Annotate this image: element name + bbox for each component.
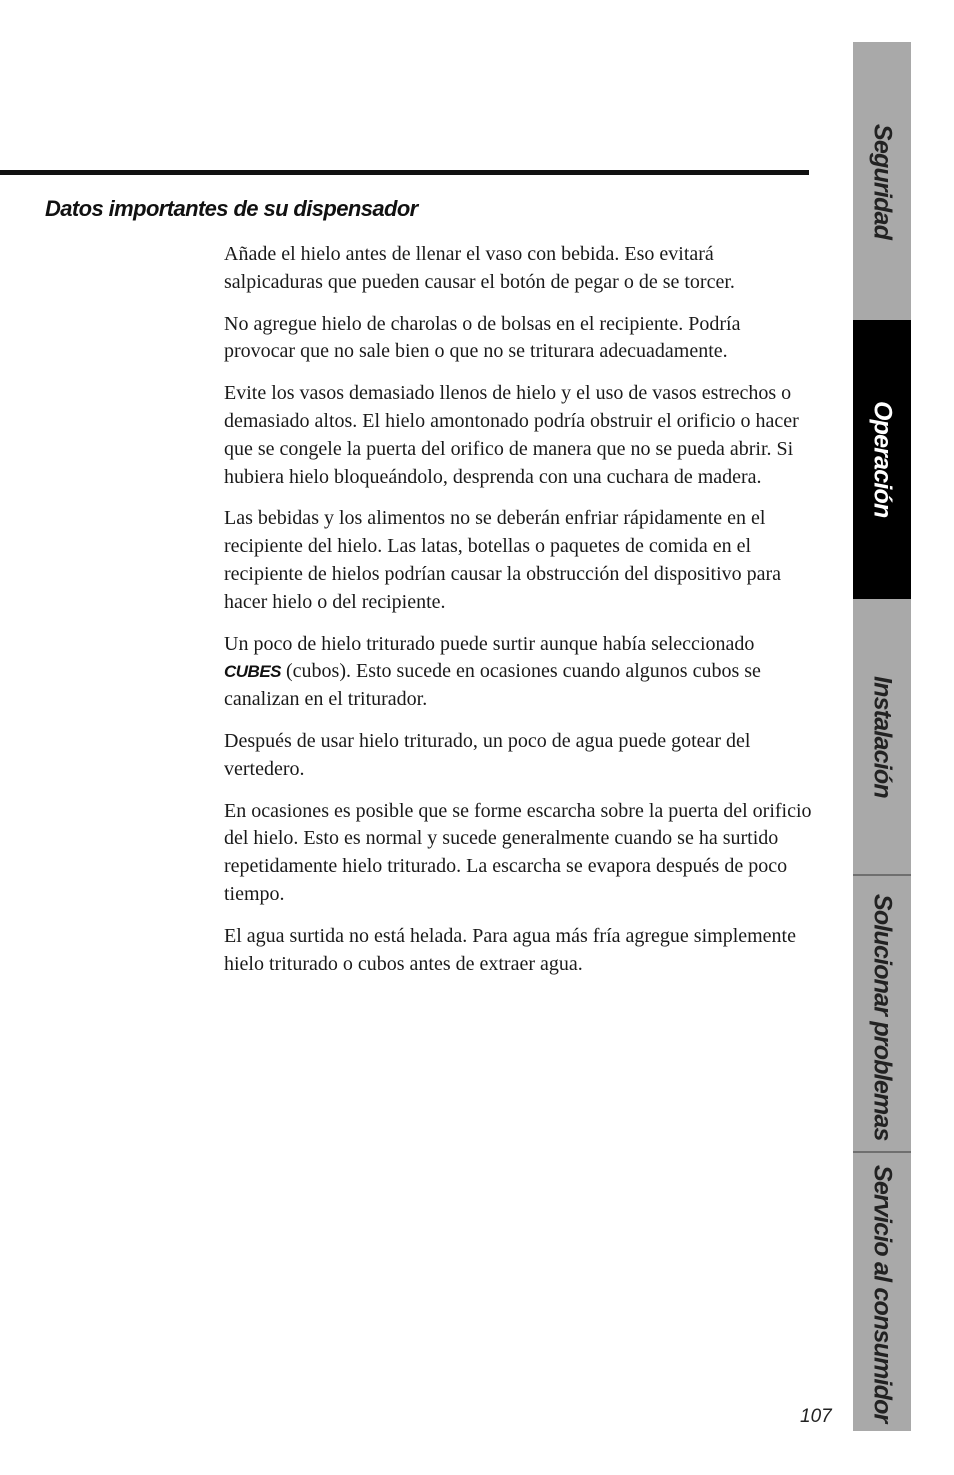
tab-servicio-al-consumidor[interactable] — [853, 1153, 911, 1431]
tab-instalacion[interactable] — [853, 599, 911, 876]
top-rule — [0, 170, 809, 175]
paragraph-1: Añade el hielo antes de llenar el vaso con bebida. Eso evitará salpicaduras que pueden causar el botón de pegar o de se torcer. — [224, 243, 735, 293]
paragraph-5 — [224, 631, 812, 714]
paragraph-2: No agregue hielo de charolas o de bolsas en el recipiente. Podría provocar que no sale bien o que no se triturara adecuadamente. — [224, 312, 741, 363]
tab-seguridad-label: Seguridad — [868, 124, 897, 240]
page-number: 107 — [800, 1406, 832, 1427]
tab-servicio-label: Servicio al consumidor — [868, 1165, 897, 1423]
body-text — [224, 241, 812, 992]
paragraph-5-after: (cubos). Esto sucede en ocasiones cuando algunos cubos se canalizan en el triturador. — [224, 660, 761, 711]
tab-operacion[interactable] — [853, 320, 911, 599]
paragraph-6: Después de usar hielo triturado, un poco de agua puede gotear del vertedero. — [224, 729, 751, 780]
tab-instalacion-label: Instalación — [868, 676, 897, 798]
section-tabs — [853, 42, 911, 1431]
tab-solucionar-problemas[interactable] — [853, 876, 911, 1153]
paragraph-8: El agua surtida no está helada. Para agua más fría agregue simplemente hielo triturado o cubos antes de extraer agua. — [224, 924, 796, 975]
paragraph-5-before: Un poco de hielo triturado puede surtir aunque había seleccionado — [224, 632, 755, 655]
paragraph-4: Las bebidas y los alimentos no se deberán enfriar rápidamente en el recipiente del hielo. Las latas, botellas o paquetes de comida en el recipiente de hielos podrían causar la obstrucción del dispositivo para hacer hielo o del recipiente. — [224, 507, 782, 613]
section-heading: Datos importantes de su dispensador — [45, 196, 418, 221]
tab-operacion-label: Operación — [868, 401, 897, 518]
tab-seguridad[interactable] — [853, 42, 911, 320]
cubes-keyword: CUBES — [224, 662, 282, 682]
tab-solucionar-label: Solucionar problemas — [868, 894, 897, 1141]
paragraph-7: En ocasiones es posible que se forme escarcha sobre la puerta del orificio del hielo. Esto es normal y sucede generalmente cuando se ha surtido repetidamente hielo triturado. La escarcha se evapora después de poco tiempo. — [224, 799, 812, 905]
paragraph-3: Evite los vasos demasiado llenos de hielo y el uso de vasos estrechos o demasiado altos. El hielo amontonado podría obstruir el orificio o hacer que se congele la puerta del orifico de manera que no se pueda abrir. Si hubiera hielo bloqueándolo, desprenda con una cuchara de madera. — [224, 382, 799, 488]
